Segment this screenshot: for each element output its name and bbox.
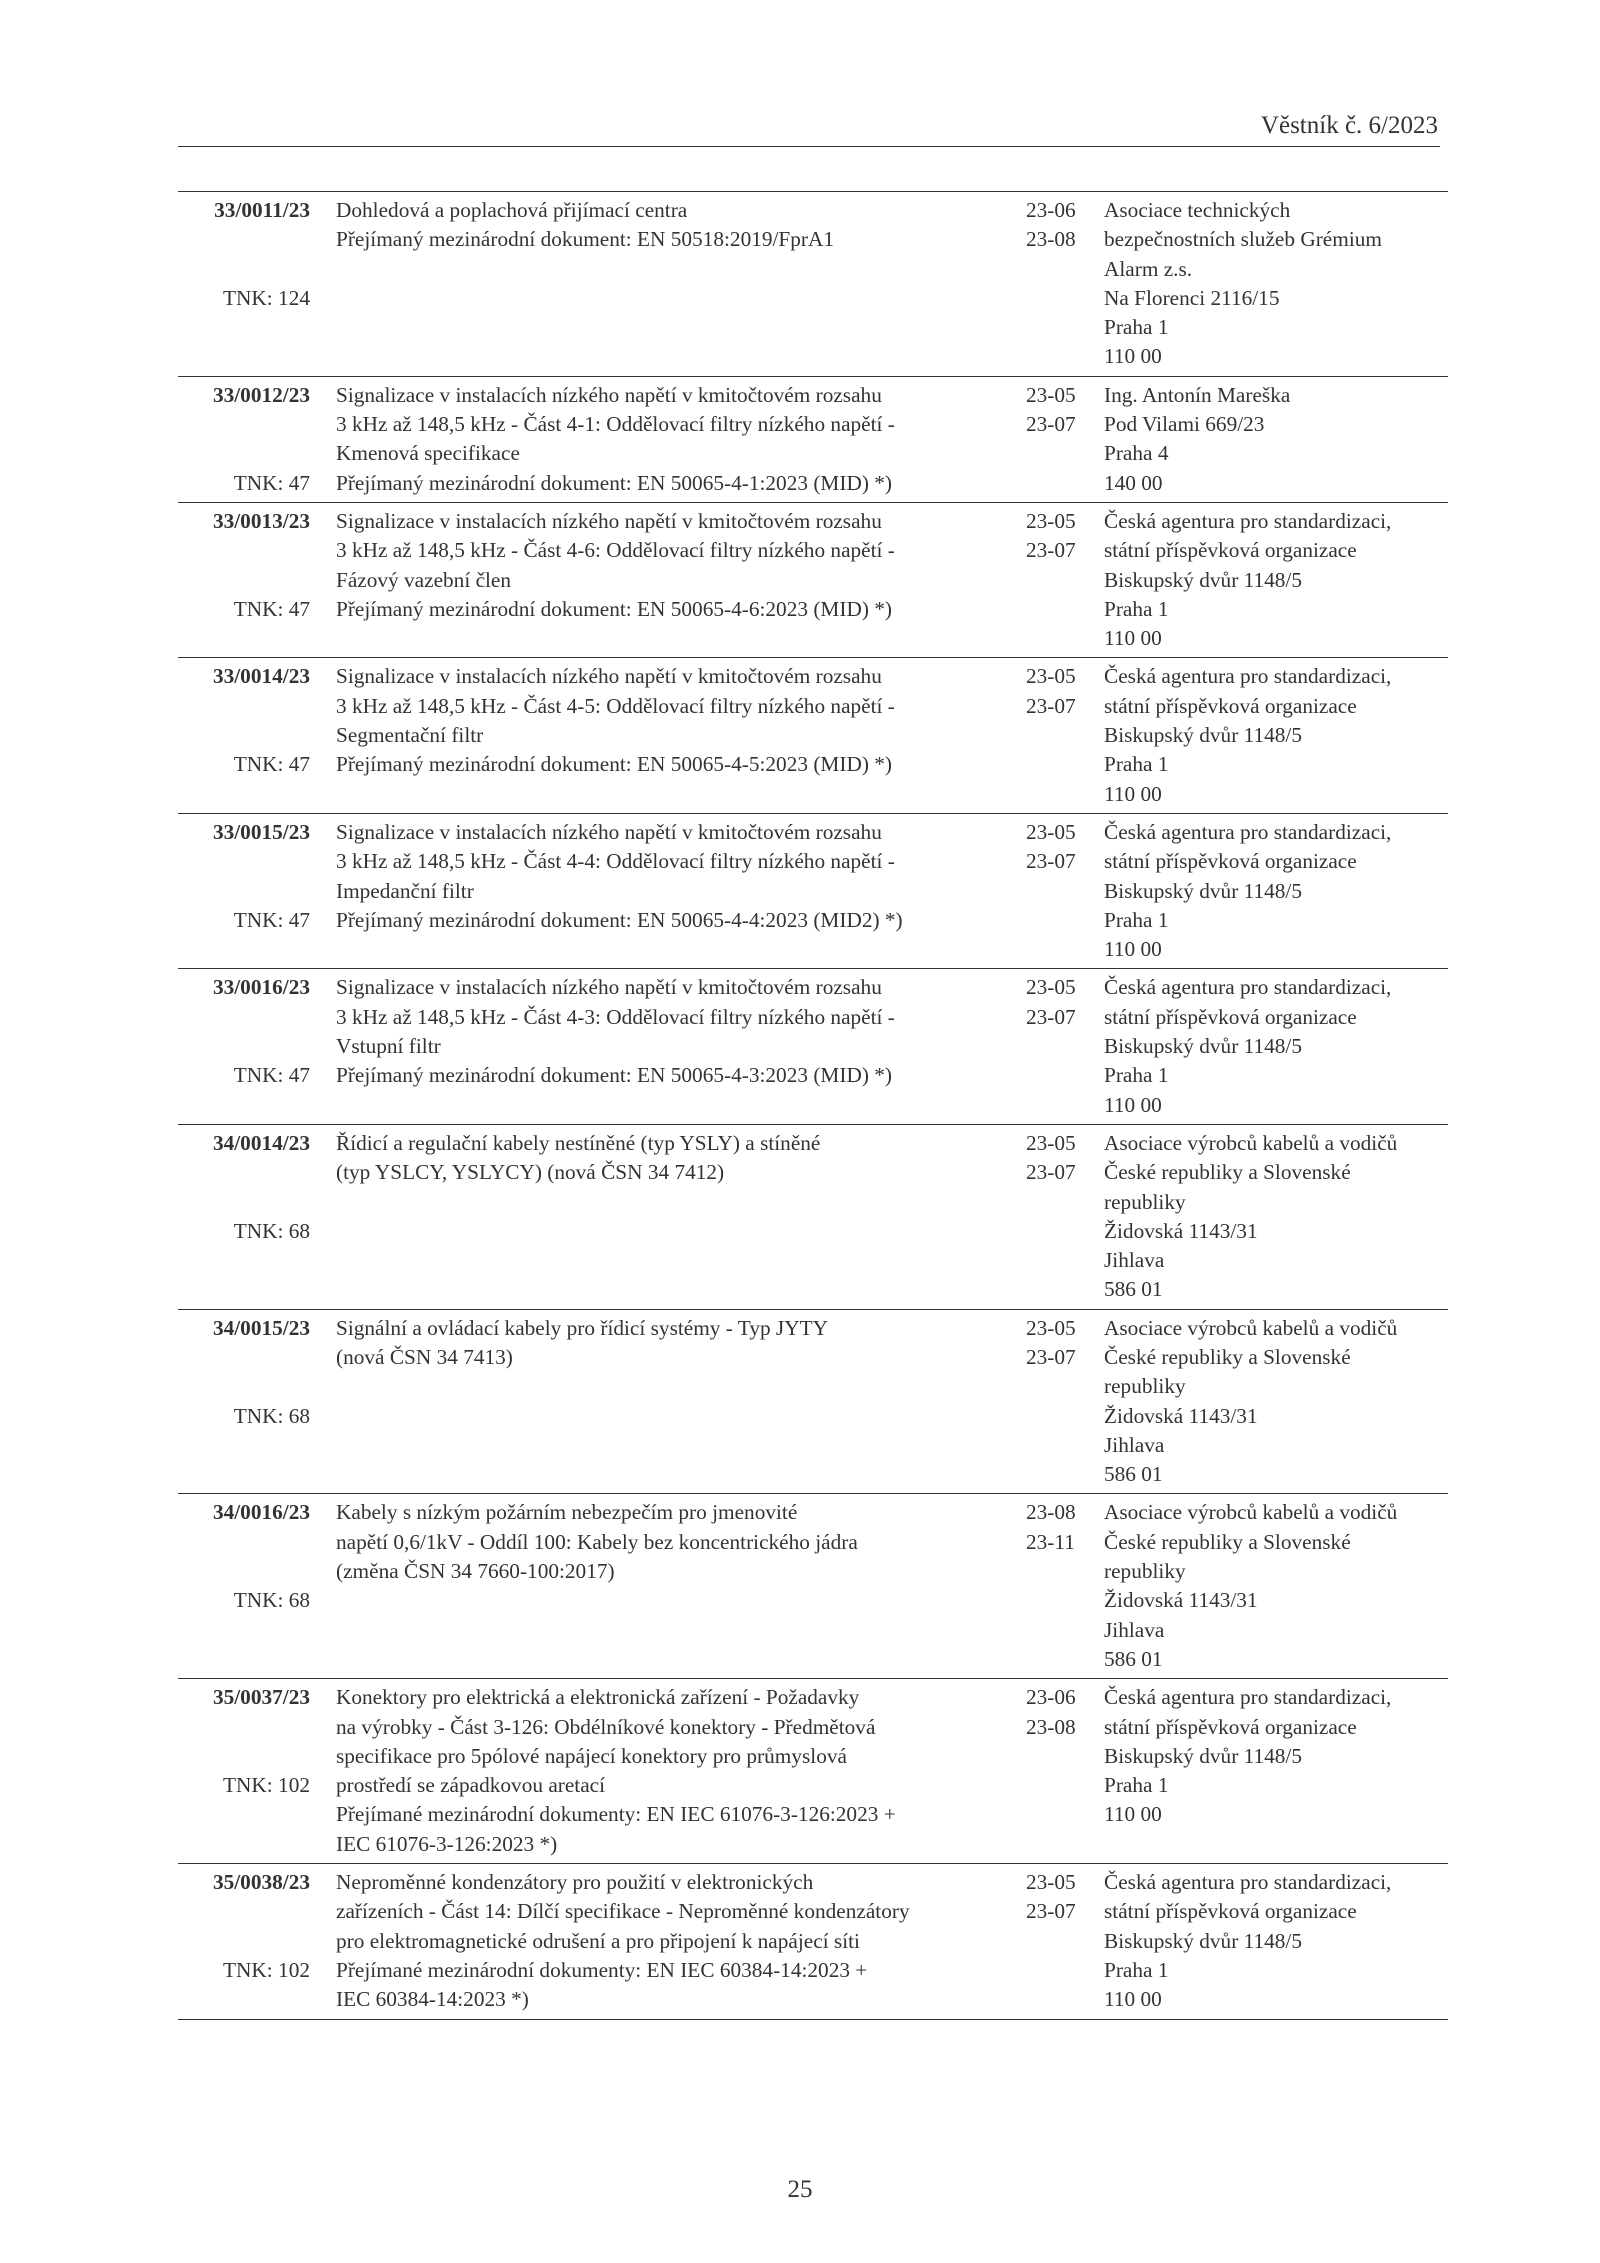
entry-title-line: (typ YSLCY, YSLYCY) (nová ČSN 34 7412) xyxy=(336,1160,725,1185)
entry-processor-line: Židovská 1143/31 xyxy=(1104,1403,1258,1428)
standards-table-body xyxy=(178,192,1448,2020)
entry-processor-line: Asociace technických xyxy=(1104,198,1291,222)
entry-processor-line: Ing. Antonín Mareška xyxy=(1104,382,1291,407)
page-number: 25 xyxy=(787,2176,813,2203)
spacer xyxy=(178,721,310,750)
entry-title-line: Přejímaný mezinárodní dokument: EN 50065-4-1:2023 (MID) *) xyxy=(336,470,892,495)
entry-title-cell xyxy=(310,969,1014,1124)
entry-title-line: zařízeních - Část 14: Dílčí specifikace - Neproměnné kondenzátory xyxy=(336,1899,910,1924)
entry-processor-cell xyxy=(1096,376,1448,502)
entry-title-line: 3 kHz až 148,5 kHz - Část 4-4: Oddělovací filtry nízkého napětí - xyxy=(336,849,895,874)
entry-processor-cell xyxy=(1096,658,1448,813)
entry-processor-line: 110 00 xyxy=(1104,1802,1162,1827)
entry-title-line: Přejímané mezinárodní dokumenty: EN IEC 61076-3-126:2023 + xyxy=(336,1802,896,1827)
entry-end-date: 23-07 xyxy=(1026,412,1076,437)
entry-end-date: 23-08 xyxy=(1026,227,1076,252)
entry-title-line: napětí 0,6/1kV - Oddíl 100: Kabely bez koncentrického jádra xyxy=(336,1529,858,1554)
entry-processor-line: Praha 1 xyxy=(1104,1773,1169,1798)
entry-end-date: 23-08 xyxy=(1026,1714,1076,1739)
entry-title-line: (změna ČSN 34 7660-100:2017) xyxy=(336,1559,615,1584)
entry-tnk: TNK: 102 xyxy=(223,1773,310,1798)
table-row xyxy=(178,813,1448,968)
entry-processor-cell xyxy=(1096,1679,1448,1864)
entry-dates-cell xyxy=(1014,1124,1096,1309)
entry-title-line: Přejímaný mezinárodní dokument: EN 50518:2019/FprA1 xyxy=(336,227,835,252)
entry-processor-line: Asociace výrobců kabelů a vodičů xyxy=(1104,1315,1398,1340)
entry-title-line: Přejímaný mezinárodní dokument: EN 50065-4-4:2023 (MID2) *) xyxy=(336,907,903,932)
entry-number: 34/0014/23 xyxy=(212,1130,310,1155)
entry-processor-line: Česká agentura pro standardizaci, xyxy=(1104,508,1392,533)
entry-processor-line: Praha 1 xyxy=(1104,1063,1169,1088)
entry-start-date: 23-05 xyxy=(1026,975,1076,1000)
entry-number-cell xyxy=(178,1124,310,1309)
entry-number-cell xyxy=(178,813,310,968)
entry-processor-line: Česká agentura pro standardizaci, xyxy=(1104,664,1392,689)
entry-processor-line: Praha 1 xyxy=(1104,752,1169,777)
entry-title-line: Kabely s nízkým požárním nebezpečím pro jmenovité xyxy=(336,1500,798,1525)
entry-title-line: Přejímané mezinárodní dokumenty: EN IEC 60384-14:2023 + xyxy=(336,1957,868,1982)
entry-number-cell xyxy=(178,502,310,657)
entry-start-date: 23-05 xyxy=(1026,382,1076,407)
entry-processor-line: Česká agentura pro standardizaci, xyxy=(1104,1870,1392,1895)
spacer xyxy=(178,877,310,906)
page-header xyxy=(178,108,1440,147)
entry-end-date: 23-07 xyxy=(1026,849,1076,874)
entry-start-date: 23-05 xyxy=(1026,664,1076,689)
entry-start-date: 23-05 xyxy=(1026,1130,1076,1155)
entry-start-date: 23-05 xyxy=(1026,819,1076,844)
entry-number-cell xyxy=(178,1679,310,1864)
entry-title-line: Vstupní filtr xyxy=(336,1034,441,1059)
spacer xyxy=(178,536,310,565)
spacer xyxy=(178,1713,310,1742)
entry-title-cell xyxy=(310,813,1014,968)
entry-processor-line: státní příspěvková organizace xyxy=(1104,538,1357,563)
entry-start-date: 23-08 xyxy=(1026,1500,1076,1525)
entry-processor-line: Asociace výrobců kabelů a vodičů xyxy=(1104,1500,1398,1525)
entry-title-line: Řídicí a regulační kabely nestíněné (typ YSLY) a stíněné xyxy=(336,1130,821,1155)
entry-start-date: 23-05 xyxy=(1026,508,1076,533)
spacer xyxy=(178,439,310,468)
entry-title-cell xyxy=(310,1309,1014,1494)
entry-end-date: 23-07 xyxy=(1026,538,1076,563)
entry-processor-line: 586 01 xyxy=(1104,1462,1163,1487)
entry-dates-cell xyxy=(1014,813,1096,968)
entry-end-date: 23-07 xyxy=(1026,1160,1076,1185)
entry-processor-line: Jihlava xyxy=(1104,1248,1165,1273)
entry-tnk: TNK: 47 xyxy=(233,752,310,777)
entry-processor-line: Praha 1 xyxy=(1104,907,1169,932)
spacer xyxy=(178,1158,310,1187)
entry-tnk: TNK: 47 xyxy=(233,596,310,621)
entry-tnk: TNK: 68 xyxy=(233,1588,310,1613)
spacer xyxy=(178,692,310,721)
entry-title-line: Přejímaný mezinárodní dokument: EN 50065-4-6:2023 (MID) *) xyxy=(336,596,892,621)
entry-processor-line: Jihlava xyxy=(1104,1617,1165,1642)
entry-title-cell xyxy=(310,1864,1014,2019)
spacer xyxy=(178,1003,310,1032)
entry-number: 33/0016/23 xyxy=(212,975,310,1000)
entry-end-date: 23-11 xyxy=(1026,1529,1075,1554)
entry-processor-line: státní příspěvková organizace xyxy=(1104,1004,1357,1029)
entry-processor-line: státní příspěvková organizace xyxy=(1104,1899,1357,1924)
entry-processor-line: Česká agentura pro standardizaci, xyxy=(1104,1685,1392,1710)
spacer xyxy=(178,410,310,439)
entry-number: 33/0012/23 xyxy=(212,382,310,407)
spacer xyxy=(178,1528,310,1557)
entry-dates-cell xyxy=(1014,1494,1096,1679)
entry-processor-line: republiky xyxy=(1104,1189,1186,1214)
entry-end-date: 23-07 xyxy=(1026,1899,1076,1924)
entry-processor-line: Praha 1 xyxy=(1104,315,1169,340)
entry-number: 34/0015/23 xyxy=(212,1315,310,1340)
entry-processor-cell xyxy=(1096,502,1448,657)
entry-processor-cell xyxy=(1096,192,1448,377)
entry-processor-line: Česká agentura pro standardizaci, xyxy=(1104,975,1392,1000)
entry-title-cell xyxy=(310,1679,1014,1864)
entry-title-line: Signalizace v instalacích nízkého napětí v kmitočtovém rozsahu xyxy=(336,664,882,689)
entry-processor-line: České republiky a Slovenské xyxy=(1104,1529,1351,1554)
standards-table xyxy=(178,191,1448,2020)
spacer xyxy=(178,847,310,876)
entry-processor-line: Jihlava xyxy=(1104,1432,1165,1457)
entry-number-cell xyxy=(178,1494,310,1679)
entry-processor-line: České republiky a Slovenské xyxy=(1104,1160,1351,1185)
entry-processor-line: bezpečnostních služeb Grémium xyxy=(1104,227,1382,252)
entry-number-cell xyxy=(178,1309,310,1494)
entry-processor-line: státní příspěvková organizace xyxy=(1104,693,1357,718)
entry-title-line: Přejímaný mezinárodní dokument: EN 50065-4-5:2023 (MID) *) xyxy=(336,752,892,777)
table-row xyxy=(178,1864,1448,2019)
entry-processor-line: 110 00 xyxy=(1104,1987,1162,2012)
entry-dates-cell xyxy=(1014,192,1096,377)
table-row xyxy=(178,502,1448,657)
entry-number: 33/0011/23 xyxy=(214,198,310,222)
entry-processor-line: Židovská 1143/31 xyxy=(1104,1588,1258,1613)
spacer xyxy=(178,1343,310,1372)
spacer xyxy=(178,1372,310,1401)
entry-title-line: 3 kHz až 148,5 kHz - Část 4-6: Oddělovací filtry nízkého napětí - xyxy=(336,538,895,563)
table-row xyxy=(178,1494,1448,1679)
entry-processor-line: státní příspěvková organizace xyxy=(1104,849,1357,874)
entry-tnk: TNK: 47 xyxy=(233,1063,310,1088)
entry-processor-line: 110 00 xyxy=(1104,626,1162,651)
entry-number: 35/0037/23 xyxy=(212,1685,310,1710)
entry-processor-line: České republiky a Slovenské xyxy=(1104,1344,1351,1369)
entry-processor-line: republiky xyxy=(1104,1374,1186,1399)
entry-title-line: 3 kHz až 148,5 kHz - Část 4-3: Oddělovací filtry nízkého napětí - xyxy=(336,1004,895,1029)
entry-number: 33/0015/23 xyxy=(212,819,310,844)
table-row xyxy=(178,192,1448,377)
entry-title-line: Segmentační filtr xyxy=(336,723,484,748)
entry-title-line: Fázový vazební člen xyxy=(336,567,512,592)
entry-dates-cell xyxy=(1014,376,1096,502)
entry-number: 34/0016/23 xyxy=(212,1500,310,1525)
spacer xyxy=(178,255,310,284)
entry-tnk: TNK: 47 xyxy=(233,907,310,932)
entry-title-line: na výrobky - Část 3-126: Obdélníkové konektory - Předmětová xyxy=(336,1714,876,1739)
entry-processor-line: 110 00 xyxy=(1104,1092,1162,1117)
entry-title-cell xyxy=(310,658,1014,813)
entry-processor-line: Biskupský dvůr 1148/5 xyxy=(1104,1928,1302,1953)
entry-processor-cell xyxy=(1096,969,1448,1124)
entry-dates-cell xyxy=(1014,969,1096,1124)
entry-title-cell xyxy=(310,1124,1014,1309)
entry-tnk: TNK: 102 xyxy=(223,1957,310,1982)
entry-title-line: Signalizace v instalacích nízkého napětí v kmitočtovém rozsahu xyxy=(336,508,882,533)
entry-number: 33/0013/23 xyxy=(212,508,310,533)
entry-number: 35/0038/23 xyxy=(212,1870,310,1895)
entry-dates-cell xyxy=(1014,1864,1096,2019)
spacer xyxy=(178,1032,310,1061)
spacer xyxy=(178,225,310,254)
entry-title-line: Kmenová specifikace xyxy=(336,441,520,466)
table-row xyxy=(178,376,1448,502)
entry-processor-cell xyxy=(1096,1864,1448,2019)
table-row xyxy=(178,969,1448,1124)
entry-end-date: 23-07 xyxy=(1026,1344,1076,1369)
entry-processor-line: 140 00 xyxy=(1104,470,1163,495)
entry-processor-line: Biskupský dvůr 1148/5 xyxy=(1104,1743,1302,1768)
entry-tnk: TNK: 68 xyxy=(233,1403,310,1428)
entry-number-cell xyxy=(178,658,310,813)
entry-processor-line: republiky xyxy=(1104,1559,1186,1584)
entry-start-date: 23-06 xyxy=(1026,198,1076,222)
entry-processor-line: Biskupský dvůr 1148/5 xyxy=(1104,878,1302,903)
entry-processor-line: Biskupský dvůr 1148/5 xyxy=(1104,1034,1302,1059)
entry-tnk: TNK: 124 xyxy=(223,285,310,310)
entry-processor-line: Na Florenci 2116/15 xyxy=(1104,285,1280,310)
entry-processor-line: 586 01 xyxy=(1104,1277,1163,1302)
entry-title-cell xyxy=(310,502,1014,657)
entry-processor-cell xyxy=(1096,1124,1448,1309)
entry-title-cell xyxy=(310,192,1014,377)
entry-processor-cell xyxy=(1096,1494,1448,1679)
entry-end-date: 23-07 xyxy=(1026,693,1076,718)
entry-title-line: Signalizace v instalacích nízkého napětí v kmitočtovém rozsahu xyxy=(336,382,882,407)
entry-processor-cell xyxy=(1096,1309,1448,1494)
entry-title-cell xyxy=(310,1494,1014,1679)
entry-processor-line: Praha 4 xyxy=(1104,441,1169,466)
entry-processor-line: 586 01 xyxy=(1104,1646,1163,1671)
entry-number-cell xyxy=(178,1864,310,2019)
table-row xyxy=(178,1309,1448,1494)
entry-start-date: 23-05 xyxy=(1026,1870,1076,1895)
entry-title-line: prostředí se západkovou aretací xyxy=(336,1773,606,1798)
entry-dates-cell xyxy=(1014,502,1096,657)
entry-number-cell xyxy=(178,192,310,377)
entry-processor-line: 110 00 xyxy=(1104,781,1162,806)
table-row xyxy=(178,1124,1448,1309)
entry-title-line: Signalizace v instalacích nízkého napětí v kmitočtovém rozsahu xyxy=(336,975,882,1000)
entry-processor-line: Praha 1 xyxy=(1104,1957,1169,1982)
spacer xyxy=(178,1927,310,1956)
entry-processor-line: Asociace výrobců kabelů a vodičů xyxy=(1104,1130,1398,1155)
journal-title: Věstník č. 6/2023 xyxy=(1260,112,1438,139)
entry-processor-line: Židovská 1143/31 xyxy=(1104,1218,1258,1243)
entry-number: 33/0014/23 xyxy=(212,664,310,689)
entry-title-line: Dohledová a poplachová přijímací centra xyxy=(336,198,688,222)
entry-tnk: TNK: 68 xyxy=(233,1218,310,1243)
entry-title-line: Signalizace v instalacích nízkého napětí v kmitočtovém rozsahu xyxy=(336,819,882,844)
entry-title-line: 3 kHz až 148,5 kHz - Část 4-1: Oddělovací filtry nízkého napětí - xyxy=(336,412,895,437)
entry-title-line: IEC 60384-14:2023 *) xyxy=(336,1987,529,2012)
entry-processor-line: Biskupský dvůr 1148/5 xyxy=(1104,567,1302,592)
entry-number-cell xyxy=(178,969,310,1124)
entry-title-line: IEC 61076-3-126:2023 *) xyxy=(336,1831,558,1856)
entry-title-line: specifikace pro 5pólové napájecí konektory pro průmyslová xyxy=(336,1743,847,1768)
entry-title-line: Přejímaný mezinárodní dokument: EN 50065-4-3:2023 (MID) *) xyxy=(336,1063,892,1088)
table-row xyxy=(178,658,1448,813)
entry-dates-cell xyxy=(1014,1679,1096,1864)
entry-title-line: Konektory pro elektrická a elektronická zařízení - Požadavky xyxy=(336,1685,860,1710)
spacer xyxy=(178,1897,310,1926)
spacer xyxy=(178,566,310,595)
entry-end-date: 23-07 xyxy=(1026,1004,1076,1029)
entry-number-cell xyxy=(178,376,310,502)
entry-start-date: 23-06 xyxy=(1026,1685,1076,1710)
entry-processor-line: Praha 1 xyxy=(1104,596,1169,621)
entry-title-line: Impedanční filtr xyxy=(336,878,474,903)
entry-title-cell xyxy=(310,376,1014,502)
entry-title-line: (nová ČSN 34 7413) xyxy=(336,1344,513,1369)
entry-processor-line: Pod Vilami 669/23 xyxy=(1104,412,1265,437)
spacer xyxy=(178,1188,310,1217)
spacer xyxy=(178,1557,310,1586)
entry-title-line: 3 kHz až 148,5 kHz - Část 4-5: Oddělovací filtry nízkého napětí - xyxy=(336,693,895,718)
entry-processor-cell xyxy=(1096,813,1448,968)
spacer xyxy=(178,1742,310,1771)
entry-processor-line: Biskupský dvůr 1148/5 xyxy=(1104,723,1302,748)
entry-title-line: pro elektromagnetické odrušení a pro připojení k napájecí síti xyxy=(336,1928,860,1953)
entry-dates-cell xyxy=(1014,658,1096,813)
entry-dates-cell xyxy=(1014,1309,1096,1494)
table-row xyxy=(178,1679,1448,1864)
entry-processor-line: Alarm z.s. xyxy=(1104,256,1193,281)
entry-processor-line: 110 00 xyxy=(1104,937,1162,962)
entry-processor-line: státní příspěvková organizace xyxy=(1104,1714,1357,1739)
entry-tnk: TNK: 47 xyxy=(233,470,310,495)
entry-processor-line: Česká agentura pro standardizaci, xyxy=(1104,819,1392,844)
entry-start-date: 23-05 xyxy=(1026,1315,1076,1340)
entry-processor-line: 110 00 xyxy=(1104,344,1162,369)
entry-title-line: Signální a ovládací kabely pro řídicí systémy - Typ JYTY xyxy=(336,1315,828,1340)
entry-title-line: Neproměnné kondenzátory pro použití v elektronických xyxy=(336,1870,814,1895)
